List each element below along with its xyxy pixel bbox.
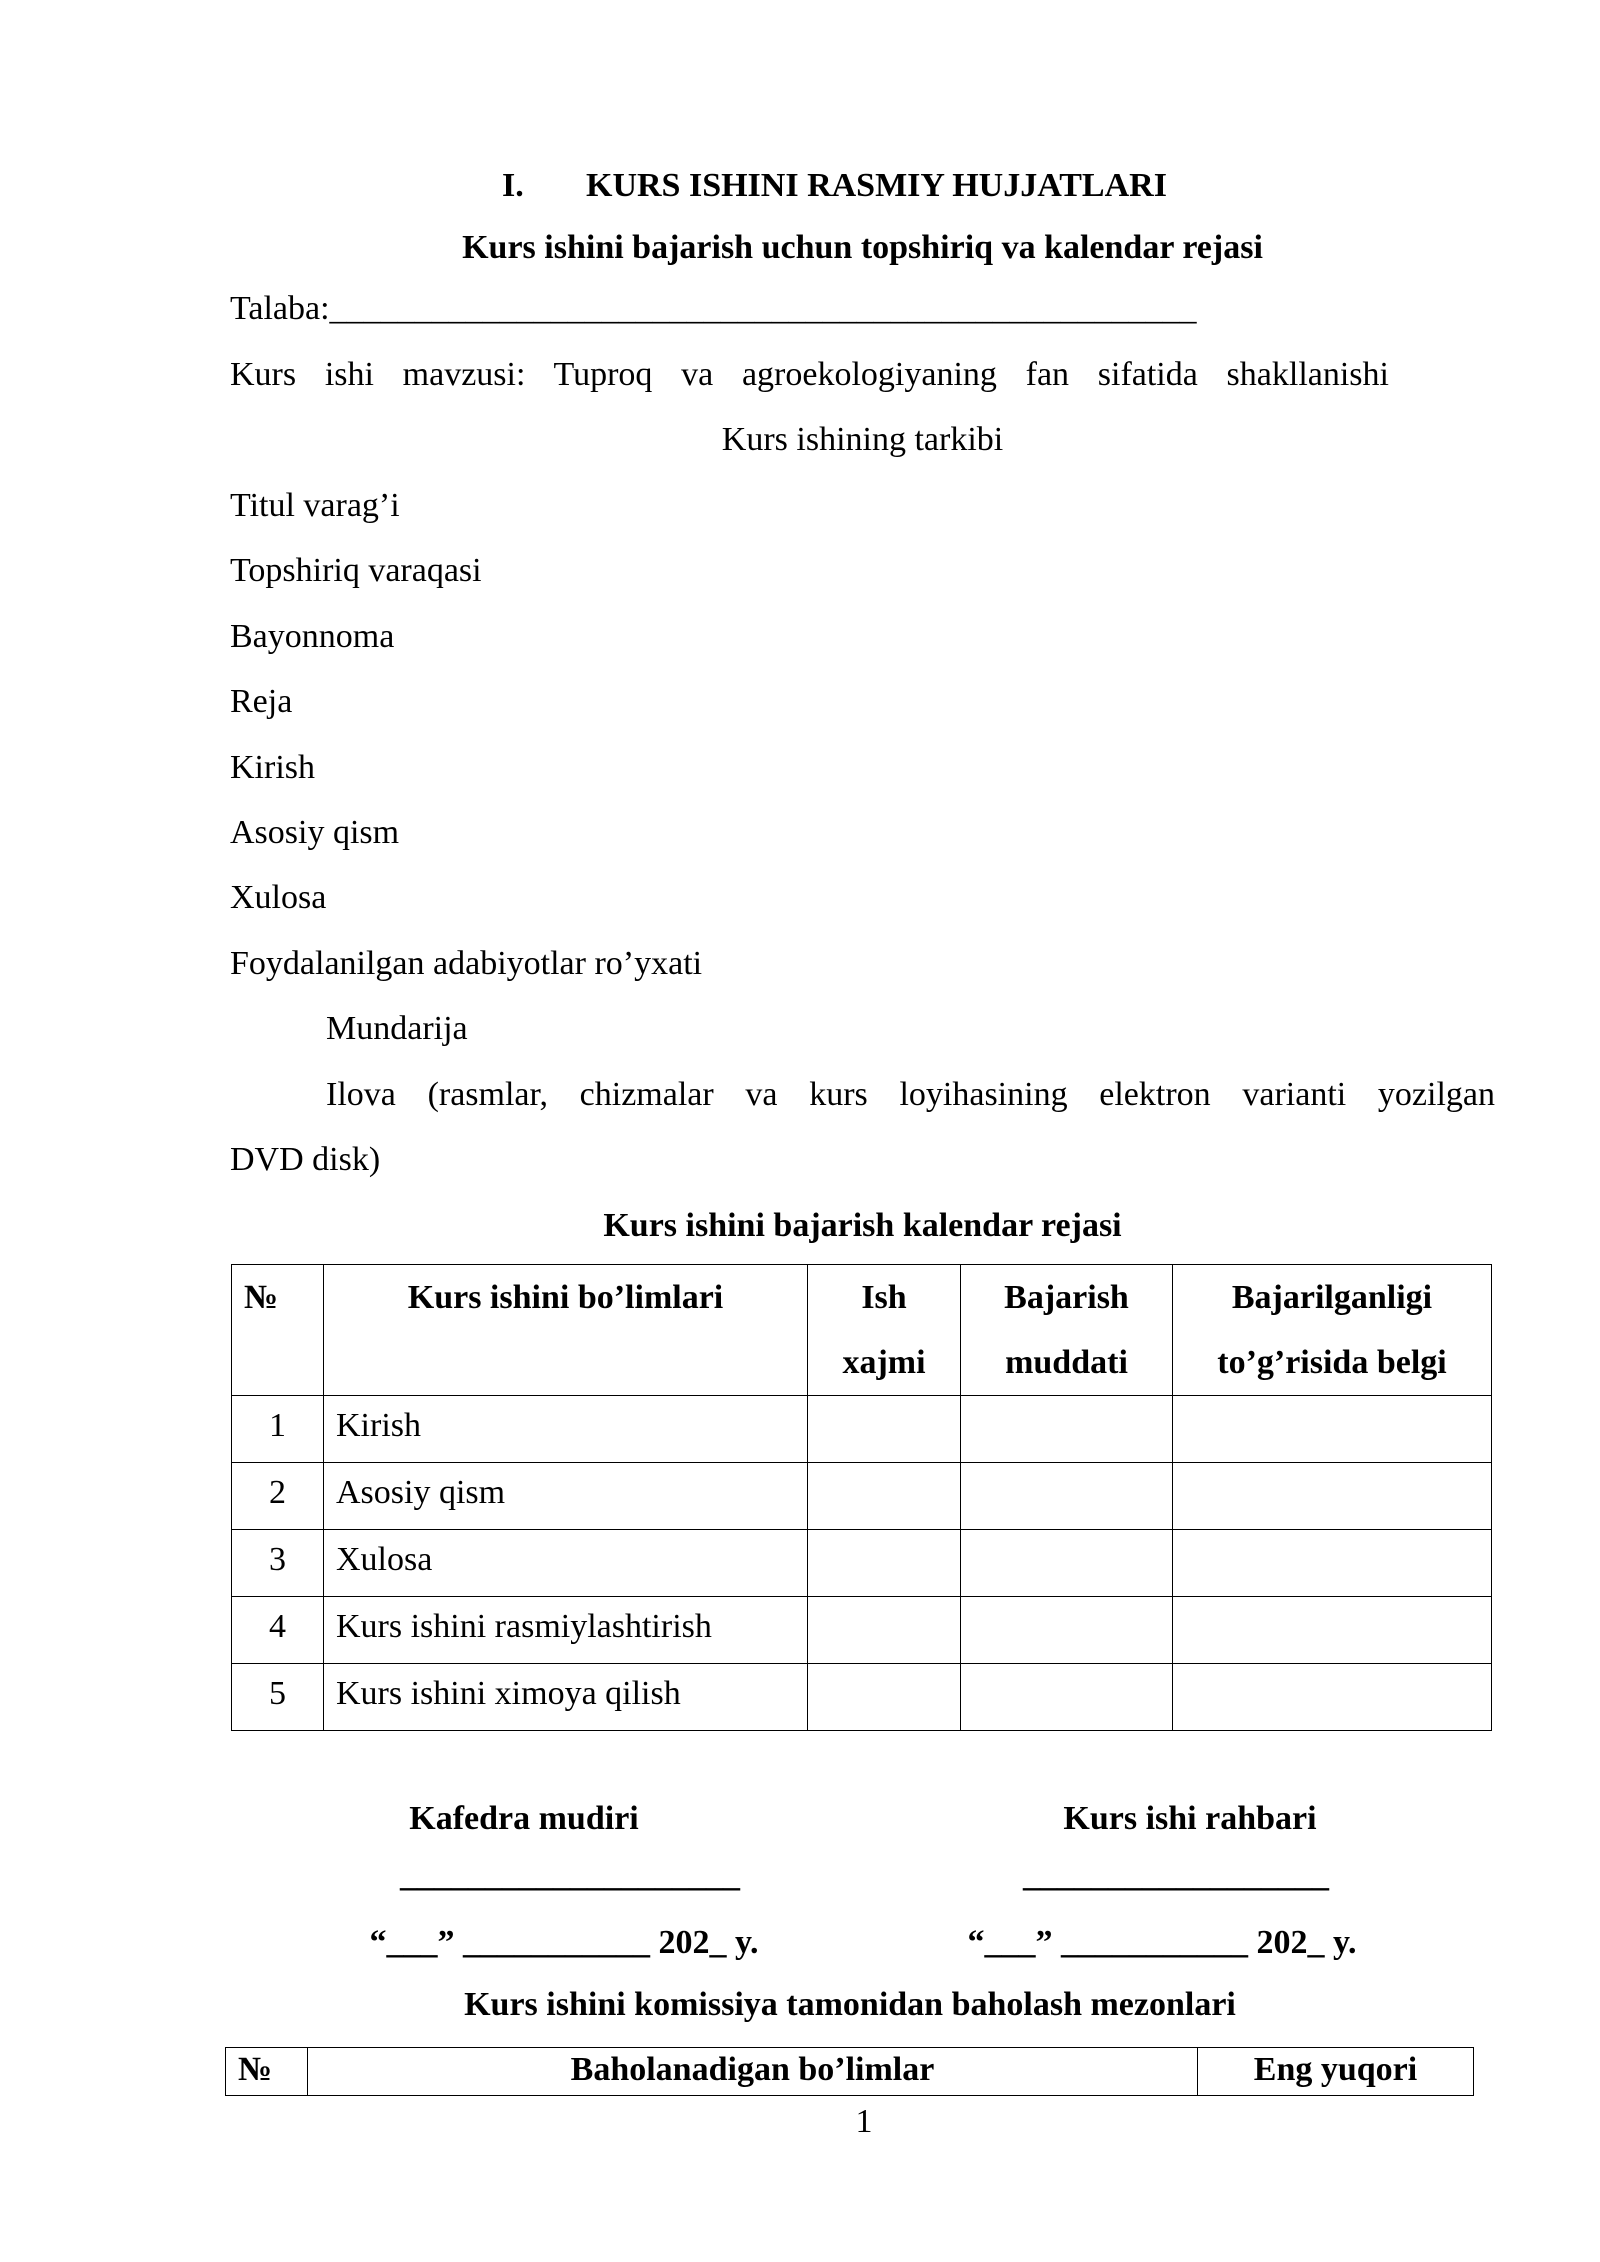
signature-right-date: “___” ___________ 202_ y. — [967, 1924, 1357, 1961]
calendar-table — [231, 1264, 1492, 1731]
signature-right-title: Kurs ishi rahbari — [1063, 1800, 1317, 1837]
column-header-number: № — [226, 2048, 308, 2096]
row-deadline-cell — [961, 1664, 1173, 1731]
section-number: I. — [502, 167, 524, 204]
page-number: 1 — [855, 2103, 873, 2140]
column-header-max-score: Eng yuqori — [1198, 2048, 1474, 2096]
row-volume-cell — [808, 1396, 961, 1463]
row-number: 3 — [232, 1530, 324, 1597]
column-header-section: Kurs ishini bo’limlari — [324, 1265, 808, 1396]
table-row — [232, 1597, 1492, 1664]
header-line: Bajarilganligi — [1231, 1279, 1433, 1316]
topic-line: Kurs ishi mavzusi: Tuproq va agroekologiyaning fan sifatida shakllanishi — [230, 356, 1389, 393]
column-header-deadline — [961, 1265, 1173, 1396]
row-completion-cell — [1173, 1530, 1492, 1597]
signature-left-title: Kafedra mudiri — [409, 1800, 639, 1837]
student-field: Talaba:___________________________________________________ — [230, 290, 1197, 327]
subtitle: Kurs ishini bajarish uchun topshiriq va kalendar rejasi — [462, 229, 1263, 266]
column-header-section: Baholanadigan bo’limlar — [308, 2048, 1198, 2096]
row-deadline-cell — [961, 1530, 1173, 1597]
row-number: 5 — [232, 1664, 324, 1731]
row-completion-cell — [1173, 1597, 1492, 1664]
contents-item: Foydalanilgan adabiyotlar ro’yxati — [230, 945, 703, 982]
row-deadline-cell — [961, 1463, 1173, 1530]
row-section: Xulosa — [324, 1530, 808, 1597]
signature-left-date: “___” ___________ 202_ y. — [369, 1924, 759, 1961]
contents-heading: Kurs ishining tarkibi — [721, 421, 1004, 458]
table-header-row — [232, 1265, 1492, 1396]
row-volume-cell — [808, 1530, 961, 1597]
row-number: 1 — [232, 1396, 324, 1463]
column-header-number: № — [232, 1265, 324, 1396]
row-section: Kurs ishini rasmiylashtirish — [324, 1597, 808, 1664]
contents-item: Reja — [230, 683, 293, 720]
header-line: xajmi — [842, 1344, 926, 1381]
row-number: 4 — [232, 1597, 324, 1664]
row-volume-cell — [808, 1463, 961, 1530]
header-line: to’g’risida belgi — [1217, 1344, 1447, 1381]
row-completion-cell — [1173, 1664, 1492, 1731]
row-deadline-cell — [961, 1597, 1173, 1664]
contents-item: Xulosa — [230, 879, 327, 916]
row-completion-cell — [1173, 1463, 1492, 1530]
contents-item-indented: Mundarija — [326, 1010, 468, 1047]
contents-item: Asosiy qism — [230, 814, 400, 851]
row-section: Kurs ishini ximoya qilish — [324, 1664, 808, 1731]
table-row — [232, 1463, 1492, 1530]
row-section: Kirish — [324, 1396, 808, 1463]
row-volume-cell — [808, 1664, 961, 1731]
section-title: KURS ISHINI RASMIY HUJJATLARI — [586, 167, 1167, 204]
row-volume-cell — [808, 1597, 961, 1664]
contents-item: Titul varag’i — [230, 487, 400, 524]
calendar-heading: Kurs ishini bajarish kalendar rejasi — [603, 1207, 1122, 1244]
contents-item: Topshiriq varaqasi — [230, 552, 482, 589]
row-completion-cell — [1173, 1396, 1492, 1463]
signature-left-line: ____________________ — [400, 1857, 740, 1894]
table-row — [232, 1664, 1492, 1731]
row-number: 2 — [232, 1463, 324, 1530]
evaluation-heading: Kurs ishini komissiya tamonidan baholash mezonlari — [464, 1986, 1236, 2023]
contents-item: Kirish — [230, 749, 315, 786]
table-row — [232, 1396, 1492, 1463]
column-header-volume — [808, 1265, 961, 1396]
contents-item: Bayonnoma — [230, 618, 395, 655]
header-line: Ish — [861, 1279, 907, 1316]
header-line: muddati — [1005, 1344, 1128, 1381]
signature-right-line: __________________ — [1023, 1857, 1329, 1894]
table-row — [232, 1530, 1492, 1597]
appendix-line-1: Ilova (rasmlar, chizmalar va kurs loyihasining elektron varianti yozilgan — [326, 1076, 1495, 1113]
column-header-completion — [1173, 1265, 1492, 1396]
row-deadline-cell — [961, 1396, 1173, 1463]
header-line: Bajarish — [1004, 1279, 1129, 1316]
row-section: Asosiy qism — [324, 1463, 808, 1530]
appendix-line-2: DVD disk) — [230, 1141, 381, 1178]
